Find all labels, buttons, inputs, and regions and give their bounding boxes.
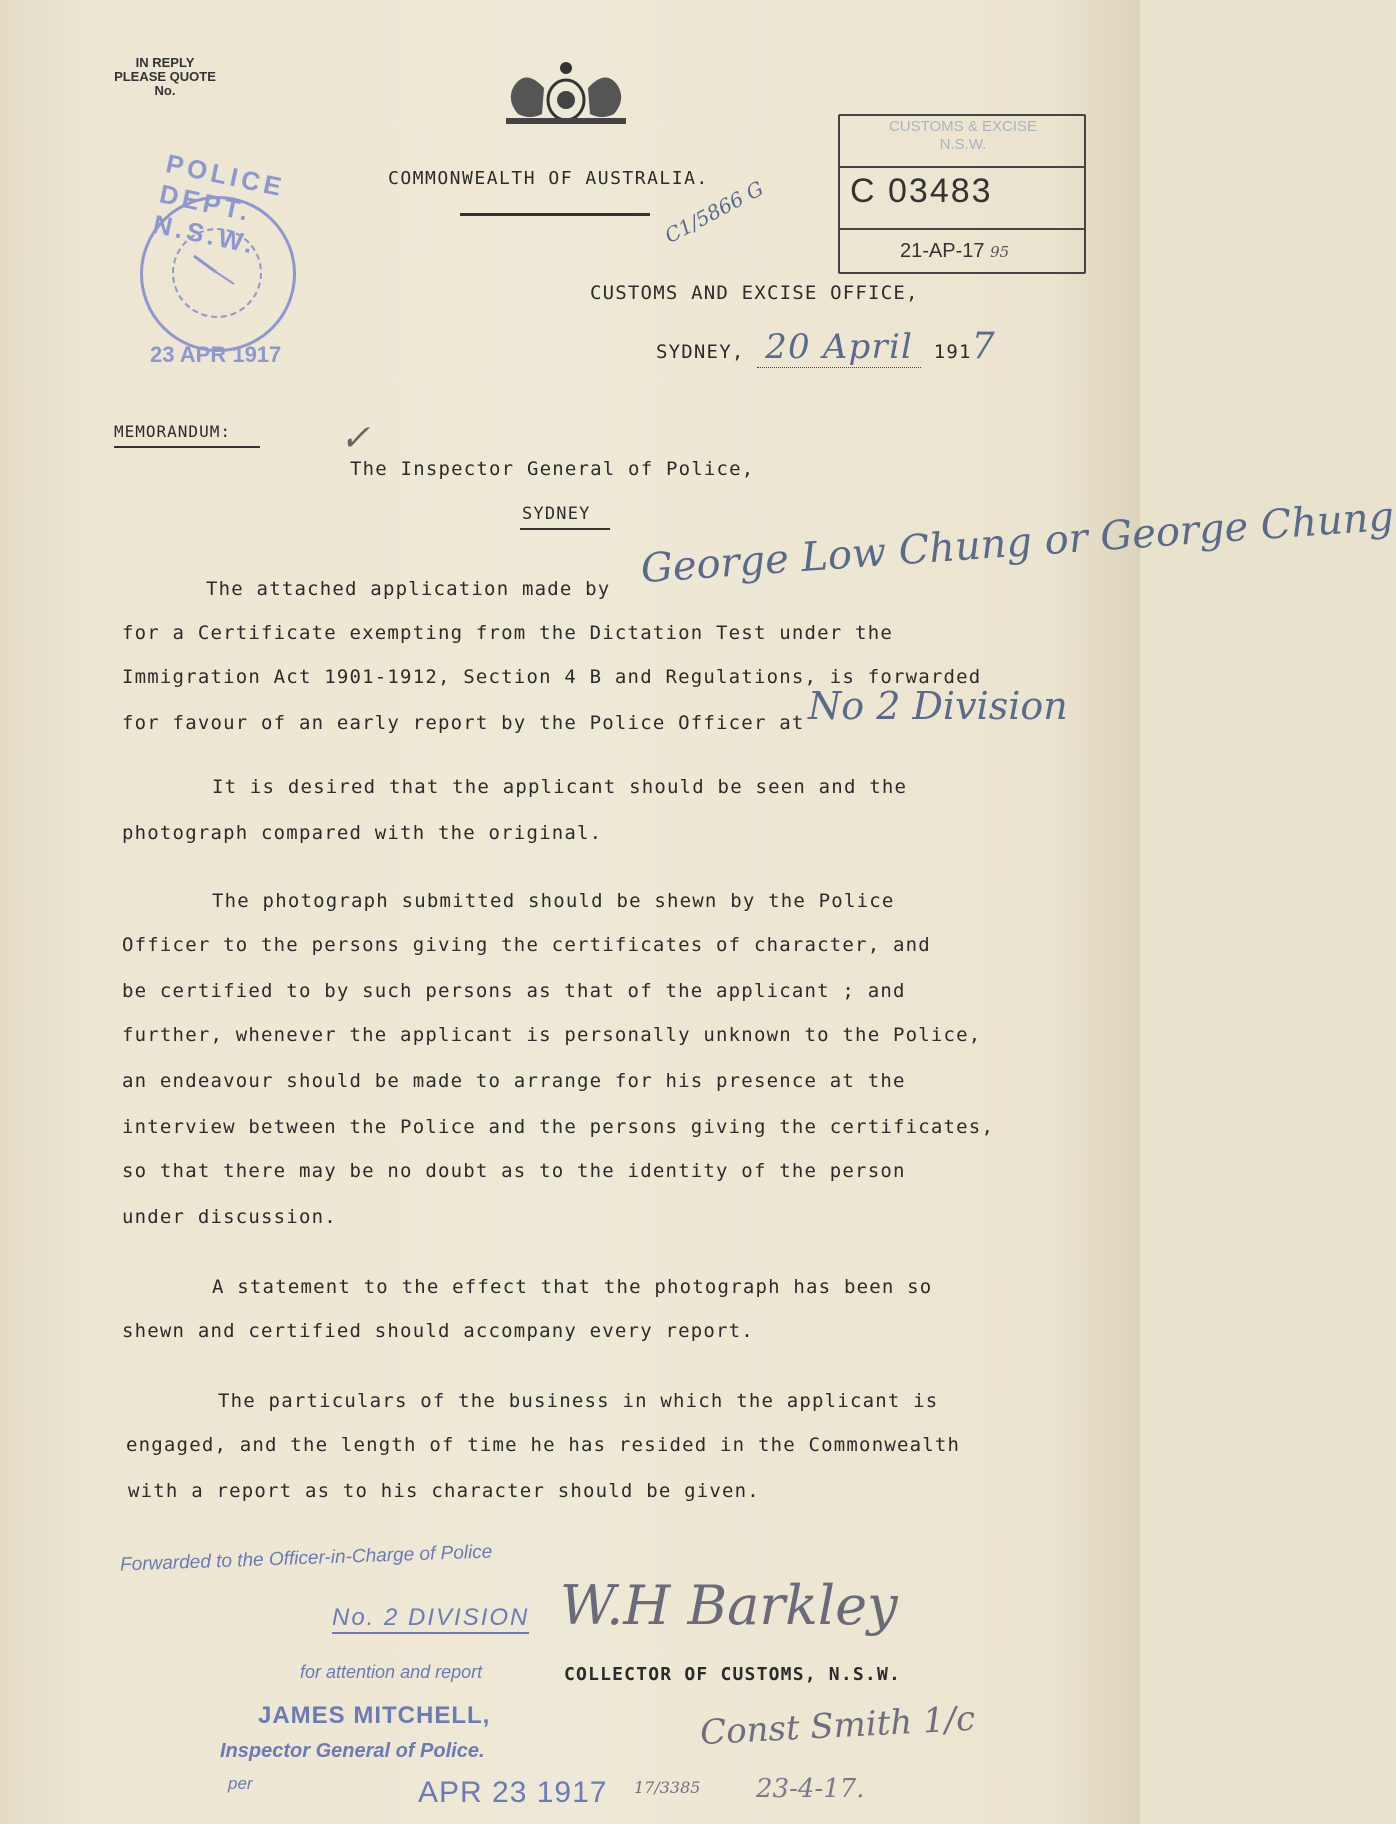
para3-line4: further, whenever the applicant is personally unknown to the Police, bbox=[122, 1024, 982, 1046]
stamp-divider bbox=[840, 228, 1084, 230]
seal-text bbox=[100, 150, 340, 370]
para1-line3: Immigration Act 1901-1912, Section 4 B and Regulations, is forwarded bbox=[122, 666, 982, 688]
stamp-divider bbox=[840, 166, 1084, 168]
customs-stamp-header-line1: CUSTOMS & EXCISE bbox=[888, 118, 1038, 135]
division-stamp: No. 2 DIVISION bbox=[332, 1604, 529, 1634]
memorandum-underline bbox=[114, 446, 260, 448]
inspector-title-stamp: Inspector General of Police. bbox=[220, 1740, 485, 1762]
title-underline bbox=[460, 213, 650, 216]
applicant-name-handwritten: George Low Chung or George Chung bbox=[639, 493, 1396, 593]
attention-stamp: for attention and report bbox=[300, 1662, 483, 1682]
para5-line1: The particulars of the business in which the applicant is bbox=[218, 1390, 939, 1412]
city-underline bbox=[520, 528, 610, 530]
para3-line2: Officer to the persons giving the certificates of character, and bbox=[122, 934, 931, 956]
para3-line3: be certified to by such persons as that of the applicant ; and bbox=[122, 980, 906, 1002]
para1-line4: for favour of an early report by the Police Officer at bbox=[122, 712, 805, 734]
reply-quote-label bbox=[100, 56, 230, 98]
collector-signature: W.H Barkley bbox=[560, 1574, 898, 1637]
para2-line2: photograph compared with the original. bbox=[122, 822, 603, 844]
customs-stamp-header bbox=[848, 118, 1078, 162]
letter-date-line bbox=[656, 326, 996, 367]
para1-line1-text: The attached application made by bbox=[206, 578, 611, 600]
para4-line2: shewn and certified should accompany every report. bbox=[122, 1320, 754, 1342]
received-date-stamp: APR 23 1917 bbox=[418, 1776, 608, 1809]
para3-line5: an endeavour should be made to arrange for his presence at the bbox=[122, 1070, 906, 1092]
reply-line-1: IN REPLY bbox=[135, 55, 195, 70]
seal-dept-text: POLICE DEPT. N.S.W. bbox=[150, 148, 288, 260]
customs-stamp-date-suffix: 95 bbox=[990, 243, 1010, 261]
customs-stamp-date bbox=[900, 240, 1009, 263]
letter-date-handwritten: 20 April bbox=[757, 327, 921, 368]
small-reference-note: 17/3385 bbox=[634, 1778, 701, 1797]
para3-line8: under discussion. bbox=[122, 1206, 337, 1228]
para1-line2: for a Certificate exempting from the Dictation Test under the bbox=[122, 622, 893, 644]
collector-title: COLLECTOR OF CUSTOMS, N.S.W. bbox=[564, 1664, 902, 1685]
per-stamp: per bbox=[228, 1774, 253, 1793]
para1-line1 bbox=[206, 578, 610, 600]
letter-year-prefix: 191 bbox=[933, 341, 972, 363]
file-reference-handwritten: C1/5866 G bbox=[660, 176, 768, 248]
check-mark-icon: ✓ bbox=[340, 418, 371, 459]
para3-line7: so that there may be no doubt as to the identity of the person bbox=[122, 1160, 906, 1182]
memorandum-label: MEMORANDUM: bbox=[114, 422, 231, 441]
letter-year-handwritten: 7 bbox=[971, 326, 996, 367]
addressee-city: SYDNEY bbox=[522, 504, 591, 524]
inspector-name-stamp: JAMES MITCHELL, bbox=[258, 1702, 491, 1729]
coat-of-arms-icon bbox=[496, 58, 636, 128]
seal-date-text: 23 APR 1917 bbox=[150, 342, 282, 367]
para5-line2: engaged, and the length of time he has resided in the Commonwealth bbox=[126, 1434, 961, 1456]
para4-line1: A statement to the effect that the photograph has been so bbox=[212, 1276, 933, 1298]
customs-stamp-date-text: 21-AP-17 bbox=[900, 240, 985, 262]
reply-line-3: No. bbox=[154, 83, 176, 98]
para5-line3: with a report as to his character should be given. bbox=[128, 1480, 760, 1502]
para2-line1: It is desired that the applicant should be seen and the bbox=[212, 776, 908, 798]
para3-line6: interview between the Police and the persons giving the certificates, bbox=[122, 1116, 995, 1138]
division-handwritten: No 2 Division bbox=[808, 684, 1068, 728]
forwarded-stamp: Forwarded to the Officer-in-Charge of Police bbox=[119, 1541, 493, 1576]
constable-note: Const Smith 1/c bbox=[699, 1698, 977, 1754]
office-name: CUSTOMS AND EXCISE OFFICE, bbox=[590, 282, 919, 304]
note-date: 23-4-17. bbox=[756, 1774, 865, 1804]
commonwealth-title: COMMONWEALTH OF AUSTRALIA. bbox=[388, 168, 709, 189]
addressee: The Inspector General of Police, bbox=[350, 458, 755, 480]
customs-stamp-number: C 03483 bbox=[850, 172, 993, 210]
para3-line1: The photograph submitted should be shewn by the Police bbox=[212, 890, 895, 912]
letter-city: SYDNEY, bbox=[656, 341, 745, 363]
reply-line-2: PLEASE QUOTE bbox=[114, 69, 216, 84]
customs-stamp-header-line2: N.S.W. bbox=[939, 136, 987, 153]
